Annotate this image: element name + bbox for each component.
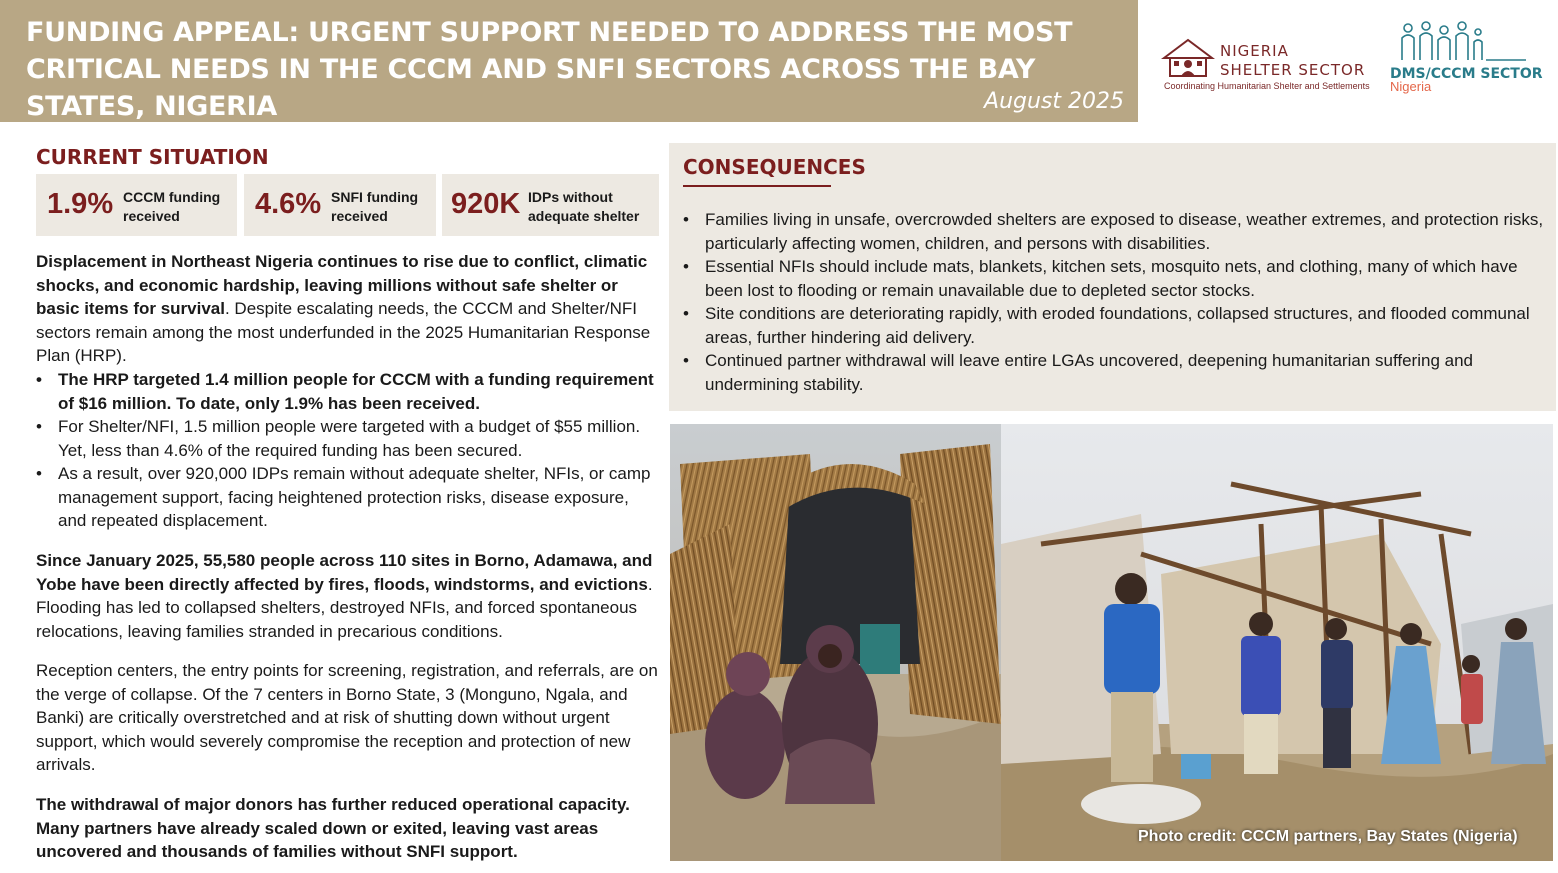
list-item: • As a result, over 920,000 IDPs remain without adequate shelter, NFIs, or camp management support, facing heightened protection risks, disease exposure, and repeated displacement. <box>36 462 660 533</box>
report-date: August 2025 <box>984 89 1124 114</box>
stat-label: SNFI funding received <box>331 189 419 224</box>
page-title: FUNDING APPEAL: URGENT SUPPORT NEEDED TO ADDRESS THE MOST CRITICAL NEEDS IN THE CCCM AND SNFI SECTORS ACROSS THE BAY STATES, NIGERIA <box>26 17 1073 122</box>
consequences-list <box>683 208 1549 396</box>
stat-value: 920K <box>451 188 521 220</box>
affected-paragraph <box>36 549 660 643</box>
list-item: • Essential NFIs should include mats, blankets, kitchen sets, mosquito nets, and clothing, many of which have been lost to flooding or remain unavailable due to depleted sector stocks. <box>683 255 1549 302</box>
donor-withdrawal-paragraph: The withdrawal of major donors has further reduced operational capacity. Many partners have already scaled down or exited, leaving vast areas uncovered and thousands of families without SNFI support. <box>36 795 630 861</box>
reception-centers-paragraph: Reception centers, the entry points for screening, registration, and referrals, are on the verge of collapse. Of the 7 centers in Borno State, 3 (Monguno, Ngala, and Banki) are critically overstretched and at risk of shutting down without urgent support, which would severely compromise the reception and protection of new arrivals. <box>36 661 658 774</box>
current-situation-title: CURRENT SITUATION <box>36 145 269 169</box>
dms-cccm-sector-logo <box>1390 20 1543 98</box>
list-item: • Continued partner withdrawal will leave entire LGAs uncovered, deepening humanitarian suffering and undermining stability. <box>683 349 1549 396</box>
person-unhcr-worker <box>1104 573 1160 782</box>
photo-credit: Photo credit: CCCM partners, Bay States (Nigeria) <box>1138 828 1518 845</box>
stat-value: 1.9% <box>47 188 114 220</box>
intro-rest-text: . Despite escalating needs, the CCCM and Shelter/NFI sectors remain among the most underfunded in the 2025 Humanitarian Response Plan (HRP). <box>36 299 651 365</box>
list-item: • The HRP targeted 1.4 million people for CCCM with a funding requirement of $16 million. To date, only 1.9% has been received. <box>36 368 660 415</box>
header-banner <box>0 0 1138 122</box>
list-item: • For Shelter/NFI, 1.5 million people were targeted with a budget of $55 million. Yet, less than 4.6% of the required funding has been secured. <box>36 415 660 462</box>
shelter-logo-line2: SHELTER SECTOR <box>1220 61 1366 79</box>
consequences-title: CONSEQUENCES <box>683 155 866 179</box>
funding-bullet-list <box>36 368 660 533</box>
list-item: • Site conditions are deteriorating rapidly, with eroded foundations, collapsed structures, and flooded communal areas, further hindering aid delivery. <box>683 302 1549 349</box>
stat-label: CCCM funding received <box>123 189 221 224</box>
stat-card-cccm <box>36 174 237 236</box>
photo-damaged-shelter-site <box>1001 424 1553 861</box>
stat-value: 4.6% <box>255 188 322 220</box>
intro-paragraph <box>36 250 660 368</box>
person-vest-worker <box>1241 612 1281 774</box>
affected-bold-text: Since January 2025, 55,580 people across 110 sites in Borno, Adamawa, and Yobe have been directly affected by fires, floods, windstorms, and evictions <box>36 551 653 594</box>
photo-thatched-shelter <box>670 424 1001 861</box>
stat-card-snfi <box>244 174 436 236</box>
stat-card-idps <box>442 174 659 236</box>
dms-logo-name: DMS/CCCM SECTOR <box>1390 66 1543 82</box>
consequences-underline <box>683 185 831 187</box>
house-icon <box>1160 36 1216 80</box>
nigeria-shelter-sector-logo <box>1160 30 1390 95</box>
stat-label: IDPs without adequate shelter <box>528 189 640 224</box>
dms-logo-country: Nigeria <box>1390 79 1432 94</box>
shelter-logo-line1: NIGERIA <box>1220 42 1289 60</box>
affected-rest-text: . Flooding has led to collapsed shelters, destroyed NFIs, and forced spontaneous relocations, leaving families stranded in precarious conditions. <box>36 574 653 641</box>
list-item: • Families living in unsafe, overcrowded shelters are exposed to disease, weather extremes, and protection risks, particularly affecting women, children, and persons with disabilities. <box>683 208 1549 255</box>
shelter-logo-tagline: Coordinating Humanitarian Shelter and Settlements <box>1164 81 1370 91</box>
people-silhouettes-icon <box>1398 20 1528 64</box>
intro-bold-text: Displacement in Northeast Nigeria continues to rise due to conflict, climatic shocks, and economic hardship, leaving millions without safe shelter or basic items for survival <box>36 252 648 318</box>
